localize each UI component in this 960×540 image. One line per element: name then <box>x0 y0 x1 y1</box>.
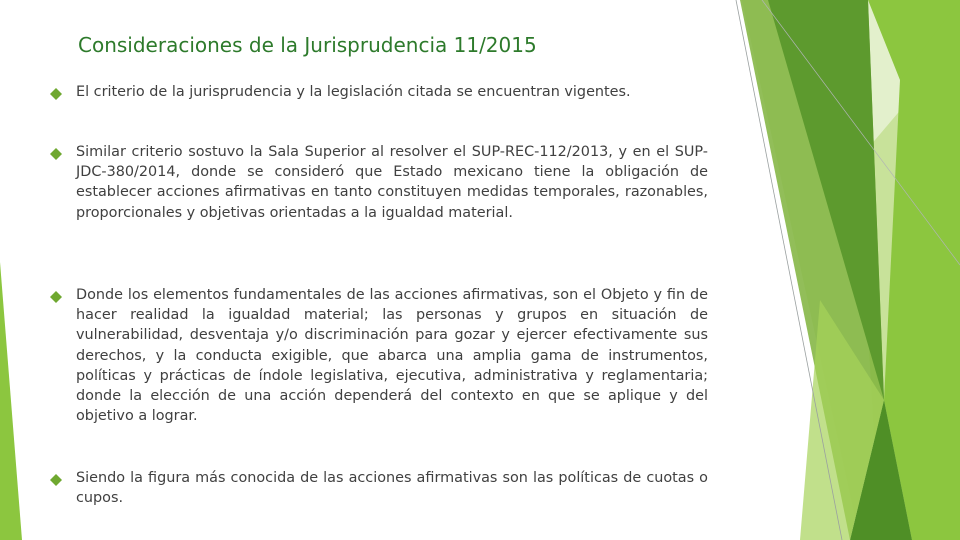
bullet-text: Siendo la figura más conocida de las acciones afirmativas son las políticas de cuotas o cupos. <box>76 470 708 507</box>
bullet-text: Donde los elementos fundamentales de las acciones afirmativas, son el Objeto y fin de hacer realidad la igualdad material; las personas y grupos en situación de vulnerabilidad, desventaja y/o discriminación para gozar y ejercer efectivamente sus derechos, y la conducta exigible, que abarca una amplia gama de instrumentos, políticas y prácticas de índole legislativa, ejecutiva, administrativa y reglamentaria; donde la elección de una acción dependerá del contexto en que se aplique y del objetivo a lograr. <box>76 287 708 425</box>
diamond-bullet-icon <box>50 88 62 100</box>
diamond-bullet-icon <box>50 148 62 160</box>
bullet-text: Similar criterio sostuvo la Sala Superior al resolver el SUP-REC-112/2013, y en el SUP-JDC-380/2014, donde se consideró que Estado mexicano tiene la obligación de establecer acciones afirmativas en tanto constituyen medidas temporales, razonables, proporcionales y objetivas orientadas a la igualdad material. <box>76 144 708 221</box>
diamond-bullet-icon <box>50 474 62 486</box>
bullet-text: El criterio de la jurisprudencia y la legislación citada se encuentran vigentes. <box>76 84 631 100</box>
left-accent-shape <box>0 262 22 540</box>
slide-title: Consideraciones de la Jurisprudencia 11/2015 <box>78 33 537 57</box>
diamond-bullet-icon <box>50 291 62 303</box>
